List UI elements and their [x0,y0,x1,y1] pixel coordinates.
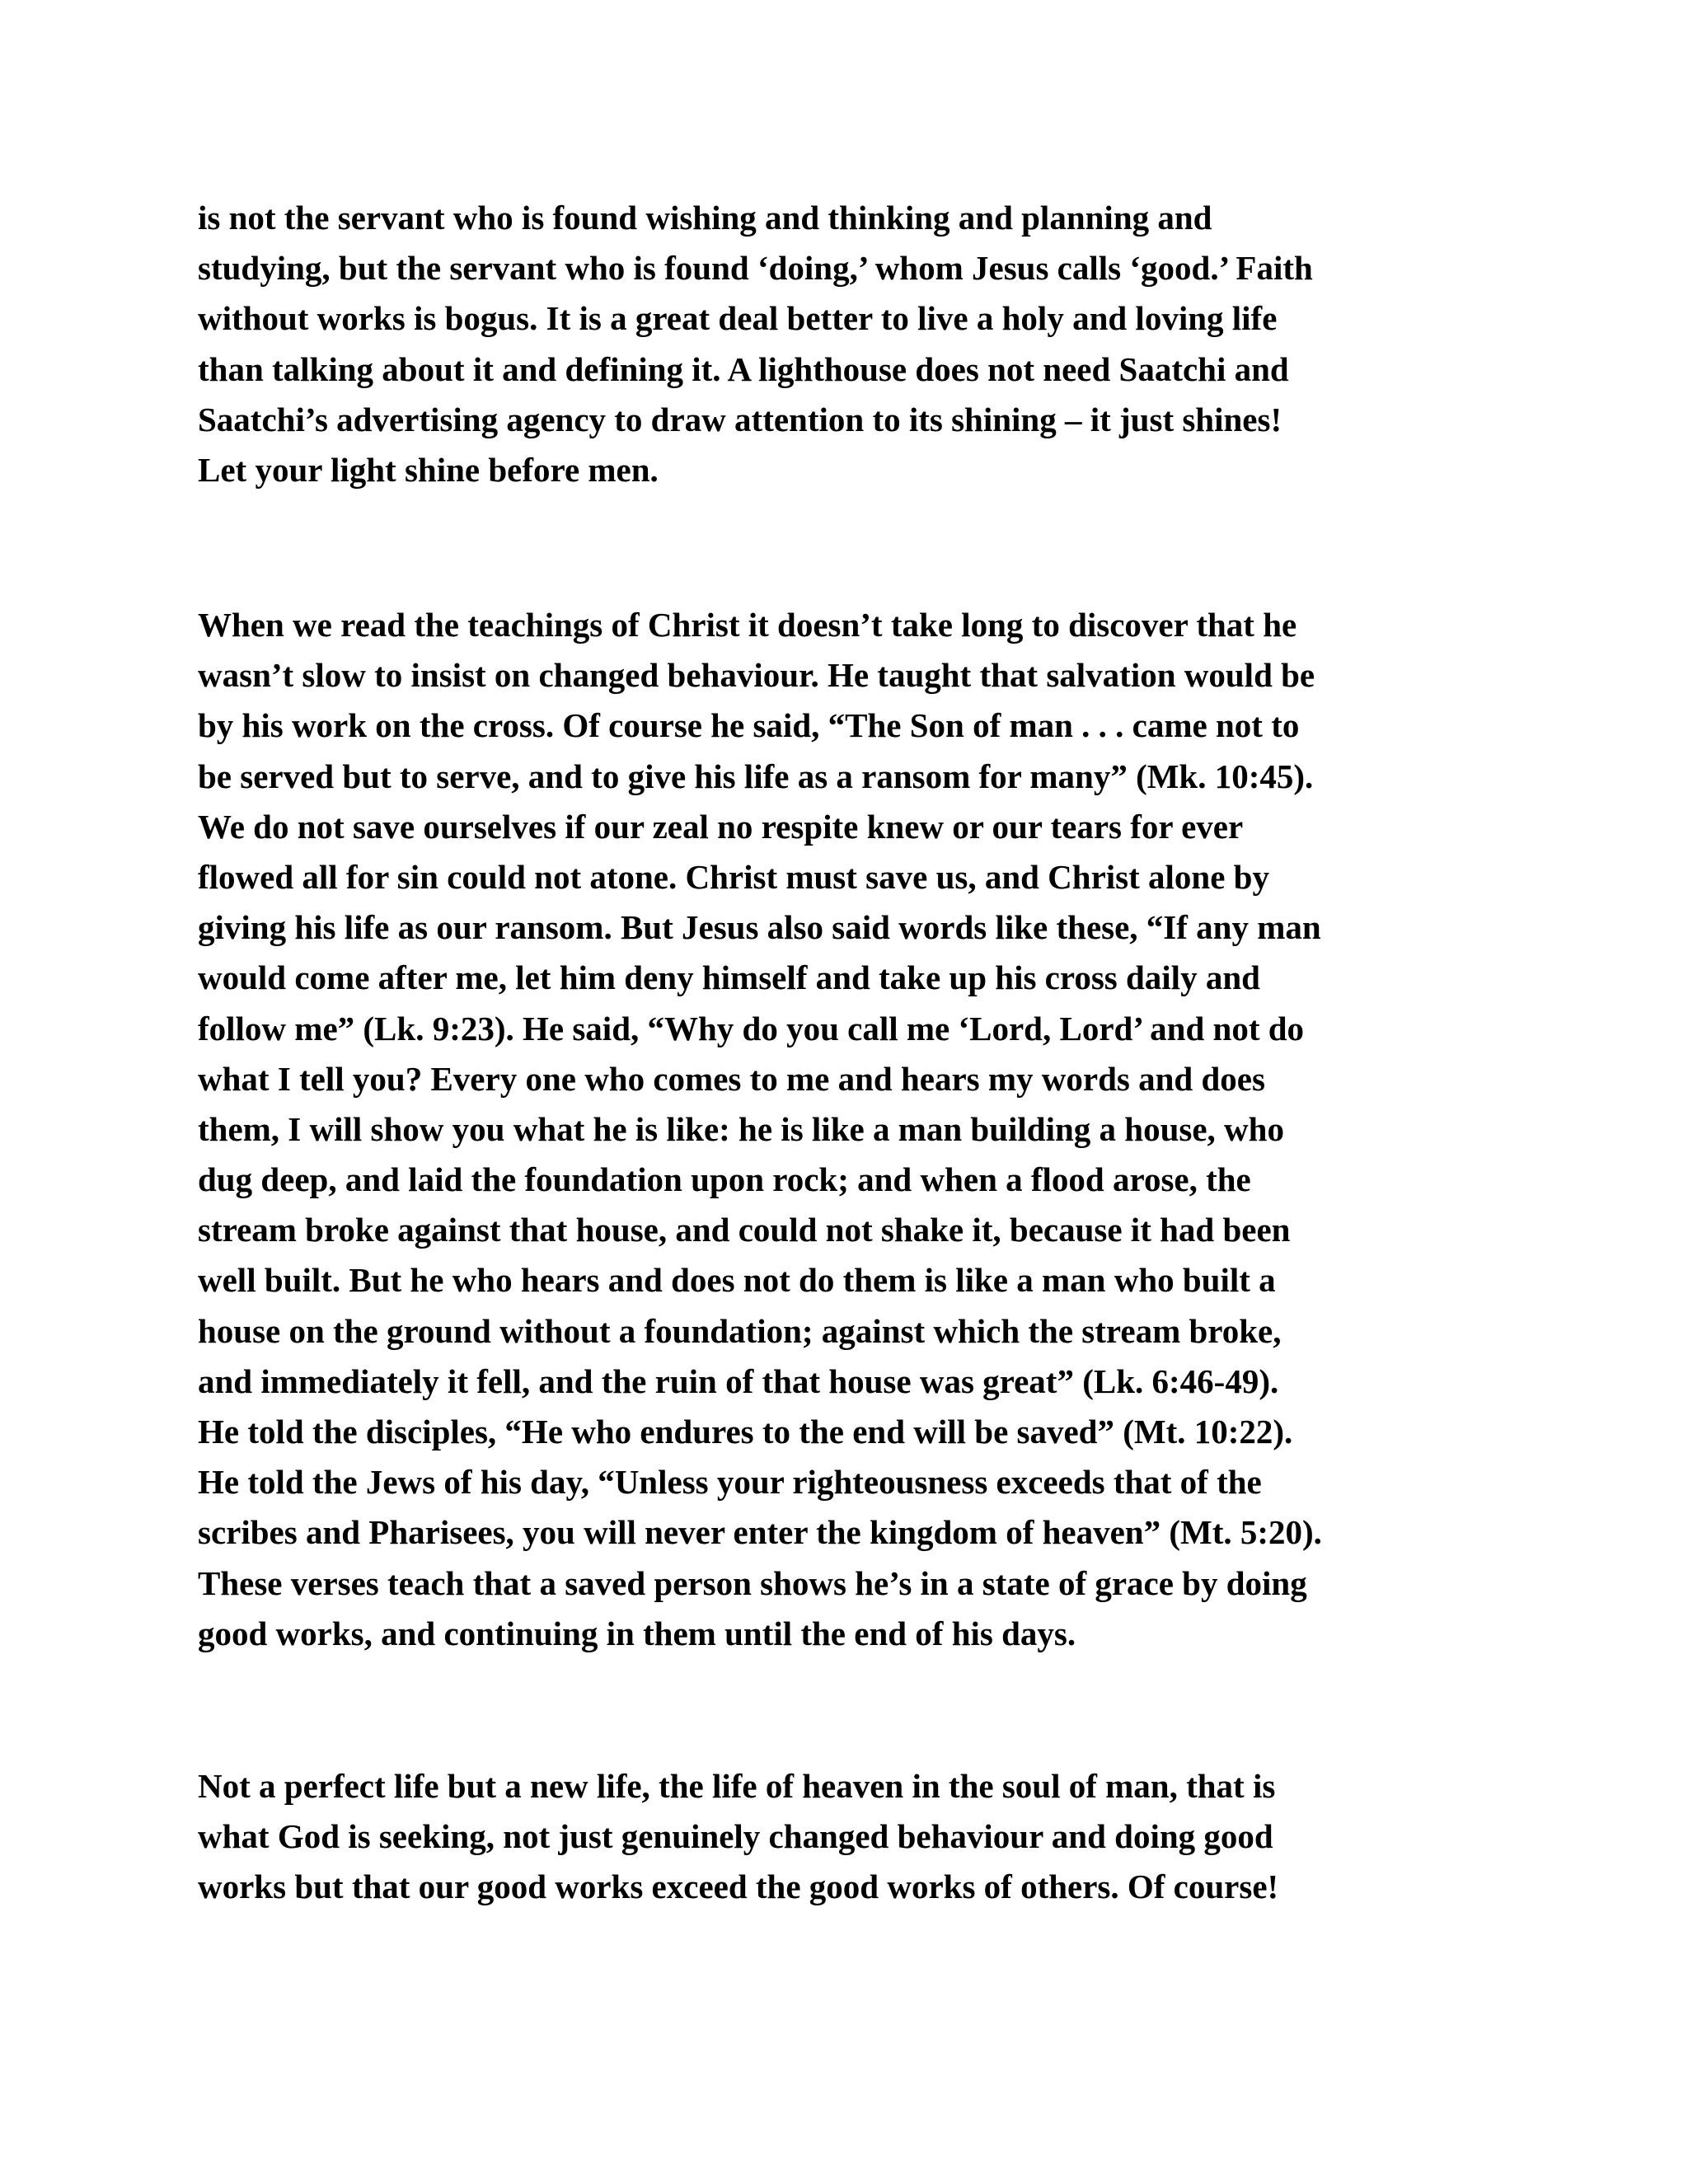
text-line: without works is bogus. It is a great deal better to live a holy and loving life [198,299,1278,338]
text-line: When we read the teachings of Christ it doesn’t take long to discover that he [198,606,1297,644]
text-line: These verses teach that a saved person shows he’s in a state of grace by doing [198,1563,1307,1602]
text-line: dug deep, and laid the foundation upon rock; and when a flood arose, the [198,1160,1251,1199]
text-line: well built. But he who hears and does not do them is like a man who built a [198,1261,1276,1300]
text-line: what God is seeking, not just genuinely changed behaviour and doing good [198,1817,1273,1856]
text-line: good works, and continuing in them until the end of his days. [198,1614,1076,1652]
paragraph [198,193,1517,495]
text-line: studying, but the servant who is found ‘doing,’ whom Jesus calls ‘good.’ Faith [198,249,1313,288]
text-line: wasn’t slow to insist on changed behaviour. He taught that salvation would be [198,656,1315,695]
text-line: would come after me, let him deny himself and take up his cross daily and [198,958,1260,997]
text-line: Saatchi’s advertising agency to draw attention to its shining – it just shines! [198,400,1282,438]
text-line: be served but to serve, and to give his life as a ransom for many” (Mk. 10:45). [198,757,1314,795]
text-line: We do not save ourselves if our zeal no respite knew or our tears for ever [198,807,1244,846]
text-line: follow me” (Lk. 9:23). He said, “Why do you call me ‘Lord, Lord’ and not do [198,1009,1305,1047]
text-line: them, I will show you what he is like: he is like a man building a house, who [198,1109,1284,1148]
text-line: He told the Jews of his day, “Unless your righteousness exceeds that of the [198,1463,1262,1502]
text-line: by his work on the cross. Of course he said, “The Son of man . . . came not to [198,706,1300,745]
text-line: than talking about it and defining it. A lighthouse does not need Saatchi and [198,349,1289,388]
paragraph [198,600,1517,1659]
text-line: Let your light shine before men. [198,450,659,489]
text-line: flowed all for sin could not atone. Christ must save us, and Christ alone by [198,857,1269,896]
text-line: works but that our good works exceed the good works of others. Of course! [198,1868,1279,1906]
paragraph [198,1761,1517,1913]
text-line: stream broke against that house, and could not shake it, because it had been [198,1211,1291,1249]
text-line: house on the ground without a foundation; against which the stream broke, [198,1311,1282,1350]
text-line: giving his life as our ransom. But Jesus also said words like these, “If any man [198,908,1321,947]
text-line: Not a perfect life but a new life, the life of heaven in the soul of man, that is [198,1767,1276,1805]
text-line: scribes and Pharisees, you will never enter the kingdom of heaven” (Mt. 5:20). [198,1513,1322,1552]
text-line: He told the disciples, “He who endures to the end will be saved” (Mt. 10:22). [198,1413,1293,1451]
text-line: is not the servant who is found wishing and thinking and planning and [198,199,1212,237]
text-line: what I tell you? Every one who comes to me and hears my words and does [198,1059,1265,1098]
text-line: and immediately it fell, and the ruin of that house was great” (Lk. 6:46-49). [198,1361,1279,1400]
